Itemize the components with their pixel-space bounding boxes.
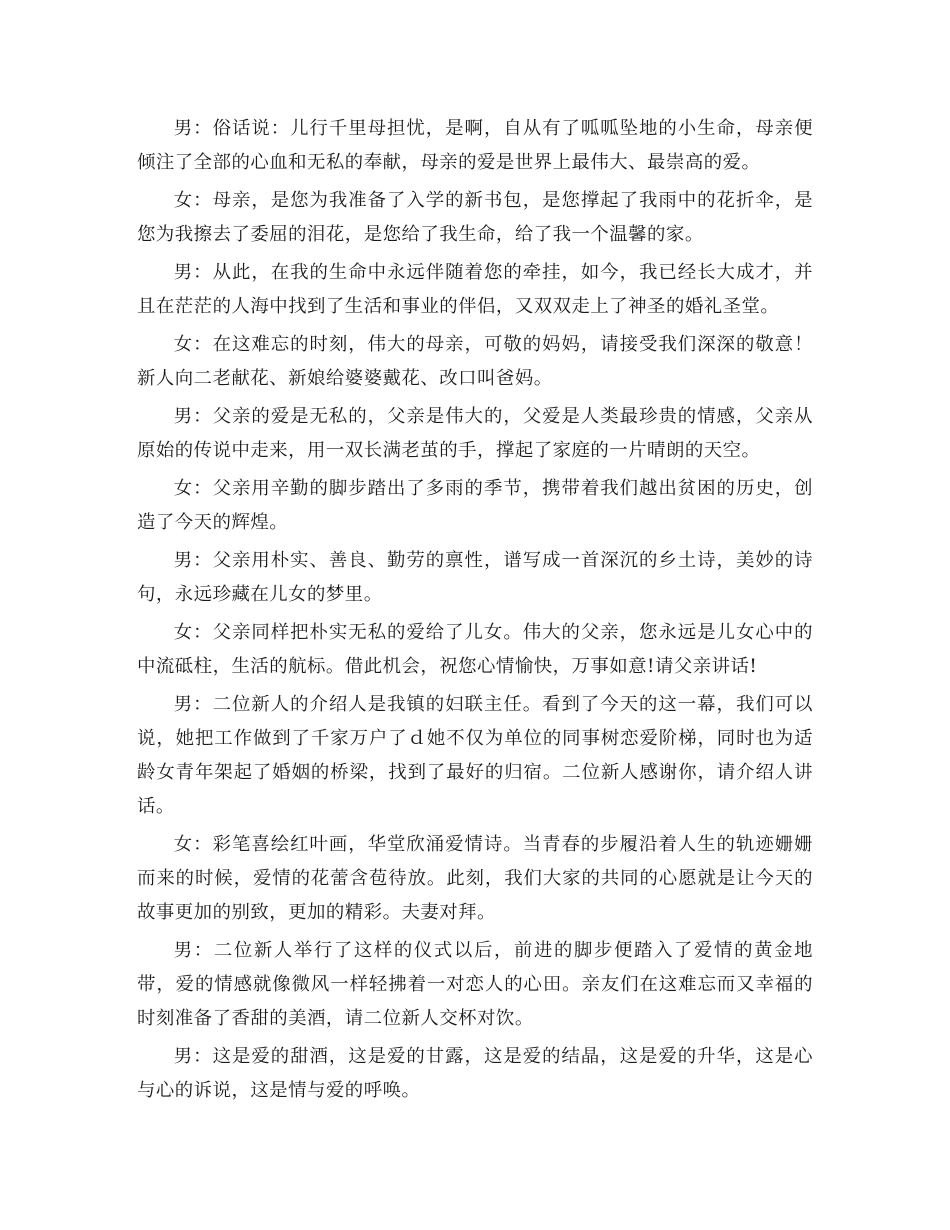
paragraph-5: 男：父亲的爱是无私的，父亲是伟大的，父爱是人类最珍贵的情感，父亲从原始的传说中走来，用一双长满老茧的手，撑起了家庭的一片晴朗的天空。 (137, 406, 813, 461)
paragraph-2: 女：母亲，是您为我准备了入学的新书包，是您撑起了我雨中的花折伞，是您为我擦去了委屈的泪花，是您给了我生命，给了我一个温馨的家。 (137, 190, 813, 245)
paragraph-12: 男：这是爱的甜酒，这是爱的甘露，这是爱的结晶，这是爱的升华，这是心与心的诉说，这是情与爱的呼唤。 (137, 1046, 813, 1101)
paragraph-6: 女：父亲用辛勤的脚步踏出了多雨的季节，携带着我们越出贫困的历史，创造了今天的辉煌。 (137, 478, 813, 533)
paragraph-9: 男：二位新人的介绍人是我镇的妇联主任。看到了今天的这一幕，我们可以说，她把工作做到了千家万户了ｄ她不仅为单位的同事树恋爱阶梯，同时也为适龄女青年架起了婚姻的桥梁，找到了最好的归宿。二位新人感谢你，请介绍人讲话。 (137, 694, 813, 817)
paragraph-3: 男：从此，在我的生命中永远伴随着您的牵挂，如今，我已经长大成才，并且在茫茫的人海中找到了生活和事业的伴侣，又双双走上了神圣的婚礼圣堂。 (137, 262, 813, 317)
document-body (137, 112, 813, 1112)
paragraph-10: 女：彩笔喜绘红叶画，华堂欣涌爱情诗。当青春的步履沿着人生的轨迹姗姗而来的时候，爱情的花蕾含苞待放。此刻，我们大家的共同的心愿就是让今天的故事更加的别致，更加的精彩。夫妻对拜。 (137, 834, 813, 923)
paragraph-1: 男：俗话说：儿行千里母担忧，是啊，自从有了呱呱坠地的小生命，母亲便倾注了全部的心血和无私的奉献，母亲的爱是世界上最伟大、最崇高的爱。 (137, 118, 813, 173)
paragraph-4: 女：在这难忘的时刻，伟大的母亲，可敬的妈妈，请接受我们深深的敬意！新人向二老献花、新娘给婆婆戴花、改口叫爸妈。 (137, 334, 813, 389)
paragraph-7: 男：父亲用朴实、善良、勤劳的禀性，谱写成一首深沉的乡土诗，美妙的诗句，永远珍藏在儿女的梦里。 (137, 550, 813, 605)
paragraph-8: 女：父亲同样把朴实无私的爱给了儿女。伟大的父亲，您永远是儿女心中的中流砥柱，生活的航标。借此机会，祝您心情愉快，万事如意!请父亲讲话! (137, 622, 813, 677)
paragraph-11: 男：二位新人举行了这样的仪式以后，前进的脚步便踏入了爱情的黄金地 带，爱的情感就像微风一样轻拂着一对恋人的心田。亲友们在这难忘而又幸福的 时刻准备了香甜的美酒，请二位新人交杯对饮。 (137, 940, 813, 1029)
